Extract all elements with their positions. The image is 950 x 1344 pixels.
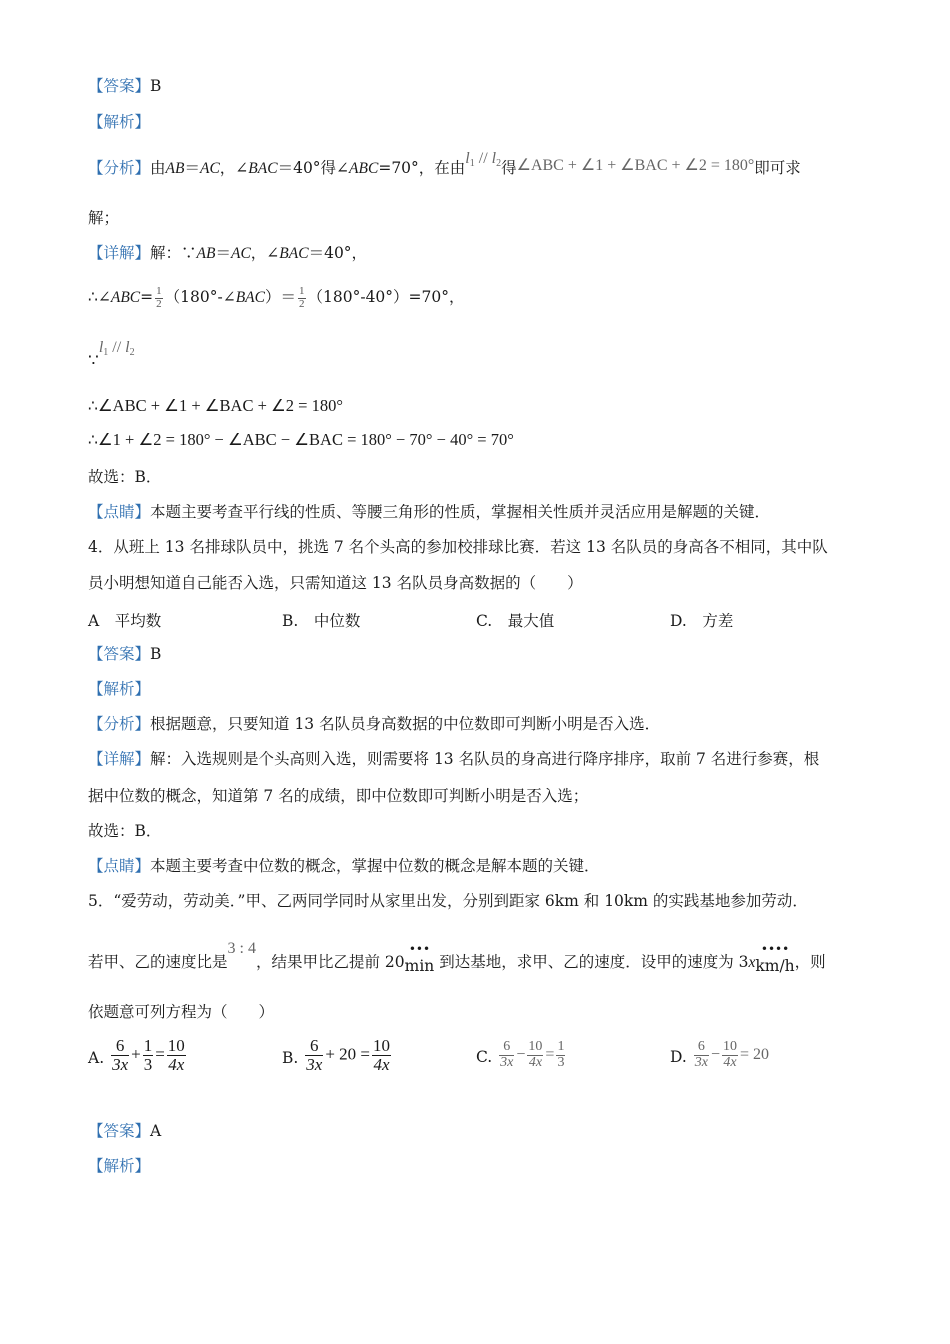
comment-text: 本题主要考查中位数的概念，掌握中位数的概念是解本题的关键． bbox=[150, 857, 600, 875]
frac-denominator: 4x bbox=[723, 1054, 737, 1070]
fraction bbox=[372, 1037, 391, 1074]
analysis-tag: 【解析】 bbox=[88, 680, 151, 698]
eq-sign: ＝ bbox=[184, 159, 200, 177]
paren-text: （180°-∠ bbox=[164, 288, 236, 307]
comment-tag: 【点睛】 bbox=[88, 857, 151, 875]
q3-detail-line bbox=[88, 243, 367, 264]
q5-option-c bbox=[476, 1040, 567, 1070]
option-text: 中位数 bbox=[313, 612, 361, 630]
option-letter: C. bbox=[476, 612, 493, 630]
q3-step-calc-line bbox=[88, 430, 514, 450]
subscript-1: 1 bbox=[469, 158, 475, 169]
subscript-2: 2 bbox=[129, 347, 135, 358]
answer-value: A bbox=[150, 1122, 162, 1140]
q4-analysis-heading bbox=[88, 679, 150, 699]
option-label: A. bbox=[88, 1049, 105, 1068]
angle-abc: ABC bbox=[110, 289, 141, 307]
q4-stem-line1: 4．从班上 13 名排球队员中，挑选 7 名个头高的参加校排球比赛．若这 13 名队员的身高各不相同，其中队 bbox=[88, 538, 828, 556]
q3-fenxi-line bbox=[88, 150, 801, 184]
frac-numerator: 1 bbox=[557, 1039, 565, 1054]
q4-fenxi-line bbox=[88, 714, 660, 734]
frac-denominator: 3x bbox=[306, 1054, 323, 1074]
eq-sign: ＝ bbox=[215, 244, 231, 262]
frac-numerator: 10 bbox=[373, 1036, 390, 1055]
half-fraction bbox=[155, 286, 163, 310]
l-letter: l bbox=[125, 339, 130, 356]
q3-analysis-heading bbox=[88, 112, 150, 132]
answer-tag: 【答案】 bbox=[88, 1122, 151, 1140]
equals: = 20 bbox=[740, 1046, 770, 1064]
l-letter: l bbox=[98, 339, 104, 356]
speed-ratio: 3 : 4 bbox=[227, 940, 256, 957]
fraction bbox=[694, 1040, 709, 1070]
answer-tag: 【答案】 bbox=[88, 77, 151, 95]
q4-comment-line bbox=[88, 856, 600, 876]
q4-option-b bbox=[282, 609, 360, 631]
angle-sym: ，∠ bbox=[219, 159, 249, 177]
therefore-angle: ∴∠ bbox=[88, 288, 111, 307]
q4-option-a bbox=[88, 609, 161, 631]
frac-denominator: 2 bbox=[156, 297, 162, 310]
operator: + bbox=[131, 1044, 141, 1064]
option-letter: A bbox=[88, 612, 100, 630]
detail-tag: 【详解】 bbox=[88, 750, 151, 768]
frac-numerator: 6 bbox=[115, 1036, 125, 1055]
fraction bbox=[143, 1037, 154, 1074]
seg-ac: AC bbox=[230, 245, 251, 262]
frac-denominator: 2 bbox=[299, 297, 305, 310]
q5-option-a bbox=[88, 1037, 188, 1074]
angle-sum-expr: ∠ABC + ∠1 + ∠BAC + ∠2 = 180° bbox=[516, 157, 755, 174]
q5-stem-line3: 依题意可列方程为（ ） bbox=[88, 1003, 275, 1021]
frac-numerator: 1 bbox=[143, 1036, 153, 1055]
frac-numerator: 10 bbox=[528, 1039, 543, 1054]
analysis-tag: 【解析】 bbox=[88, 113, 151, 131]
option-text: 最大值 bbox=[507, 612, 555, 630]
fraction bbox=[167, 1037, 186, 1074]
q3-because-line bbox=[88, 339, 135, 371]
half-fraction bbox=[298, 286, 306, 310]
paren-end: ）＝ bbox=[264, 288, 296, 307]
fraction bbox=[305, 1037, 323, 1074]
comment-text: 本题主要考查平行线的性质、等腰三角形的性质，掌握相关性质并灵活应用是解题的关键． bbox=[150, 503, 771, 521]
frac-numerator: 1 bbox=[156, 285, 162, 297]
option-label: D. bbox=[670, 1048, 687, 1067]
q5-stem-line2 bbox=[88, 940, 826, 975]
option-letter: D. bbox=[670, 612, 687, 630]
parallel-symbol: // bbox=[474, 150, 492, 167]
q4-detail-line2: 据中位数的概念，知道第 7 名的成绩，即中位数即可判断小明是否入选； bbox=[88, 787, 589, 805]
seg-ac: AC bbox=[199, 160, 220, 177]
q4-option-c bbox=[476, 609, 554, 631]
q5-answer-line bbox=[88, 1121, 161, 1141]
paren-text-2: （180°-40°）=70°， bbox=[307, 288, 465, 307]
frac-denominator: 3 bbox=[557, 1054, 565, 1070]
angle-sym: ，∠ bbox=[250, 244, 280, 262]
fenxi-text: 由 bbox=[150, 159, 166, 177]
because-symbol: ∵ bbox=[88, 351, 99, 371]
fraction bbox=[556, 1040, 565, 1070]
parallel-symbol: // bbox=[108, 339, 126, 356]
analysis-tag: 【解析】 bbox=[88, 1157, 151, 1175]
q3-abc-calc-line bbox=[88, 286, 465, 310]
detail-text: 解：∵ bbox=[150, 244, 197, 262]
option-label: C. bbox=[476, 1048, 493, 1067]
equals: = bbox=[545, 1046, 555, 1064]
frac-numerator: 6 bbox=[697, 1039, 705, 1054]
seg-ab: AB bbox=[196, 245, 216, 262]
parallel-expr bbox=[465, 150, 501, 167]
stem-text: ，则 bbox=[794, 953, 826, 971]
step-calc-expr: ∠1 + ∠2 = 180° − ∠ABC − ∠BAC = 180° − 70° − 40° = 70° bbox=[97, 430, 514, 449]
fenxi-tag: 【分析】 bbox=[88, 715, 151, 733]
q3-answer-line bbox=[88, 76, 161, 96]
frac-denominator: 3x bbox=[694, 1054, 708, 1070]
deg40-text: ＝40°， bbox=[308, 244, 368, 262]
answer-value: B bbox=[150, 645, 162, 663]
frac-numerator: 1 bbox=[299, 285, 305, 297]
fenxi-text: 根据题意，只要知道 13 名队员身高数据的中位数即可判断小明是否入选． bbox=[150, 715, 661, 733]
frac-numerator: 6 bbox=[503, 1039, 511, 1054]
subscript-2: 2 bbox=[496, 158, 502, 169]
frac-denominator: 3x bbox=[500, 1054, 514, 1070]
frac-numerator: 10 bbox=[723, 1039, 737, 1054]
fenxi-tag: 【分析】 bbox=[88, 159, 151, 177]
subscript-1: 1 bbox=[103, 347, 109, 358]
q5-option-d bbox=[670, 1040, 769, 1070]
equals: = bbox=[155, 1044, 165, 1064]
operator: − bbox=[516, 1046, 526, 1064]
frac-denominator: 3x bbox=[112, 1054, 129, 1074]
emphasis-dots: ••• bbox=[408, 942, 431, 956]
unit-kmh-text: km/h bbox=[755, 957, 795, 975]
frac-denominator: 4x bbox=[373, 1054, 390, 1074]
q4-answer-line bbox=[88, 644, 161, 664]
stem-text: ，结果甲比乙提前 20 bbox=[255, 953, 405, 971]
l-letter: l bbox=[465, 150, 470, 167]
operator: − bbox=[710, 1046, 720, 1064]
option-label: B. bbox=[282, 1049, 299, 1068]
detail-text: 解：入选规则是个头高则入选，则需要将 13 名队员的身高进行降序排序，取前 7 名进行参赛，根 bbox=[150, 750, 820, 768]
unit-min bbox=[404, 942, 435, 975]
q4-stem-line2: 员小明想知道自己能否入选，只需知道这 13 名队员身高数据的（ ） bbox=[88, 574, 583, 592]
operator: + 20 = bbox=[325, 1044, 370, 1064]
fraction bbox=[722, 1040, 738, 1070]
detail-tag: 【详解】 bbox=[88, 244, 151, 262]
comment-tag: 【点睛】 bbox=[88, 503, 151, 521]
step-sum-expr: ∠ABC + ∠1 + ∠BAC + ∠2 = 180° bbox=[97, 396, 343, 415]
q5-analysis-heading bbox=[88, 1156, 150, 1176]
frac-numerator: 6 bbox=[310, 1036, 319, 1055]
q4-option-d bbox=[670, 609, 733, 631]
q3-step-sum-line bbox=[88, 396, 343, 416]
therefore-symbol: ∴ bbox=[88, 397, 98, 415]
option-letter: B. bbox=[282, 612, 299, 630]
parallel-expr bbox=[99, 339, 135, 356]
q5-stem-line1: 5．“爱劳动，劳动美．”甲、乙两同学同时从家里出发，分别到距家 6km 和 10km 的实践基地参加劳动． bbox=[88, 892, 808, 910]
unit-min-text: min bbox=[404, 957, 435, 975]
unit-kmh bbox=[755, 942, 795, 975]
fraction bbox=[499, 1040, 514, 1070]
frac-denominator: 4x bbox=[168, 1054, 185, 1074]
frac-denominator: 4x bbox=[528, 1054, 543, 1070]
fraction bbox=[111, 1037, 129, 1074]
angle-bac: BAC bbox=[279, 245, 309, 262]
deg40-text: ＝40°得∠ bbox=[277, 159, 350, 177]
var-x: x bbox=[748, 954, 756, 971]
answer-tag: 【答案】 bbox=[88, 645, 151, 663]
angle-abc: ABC bbox=[349, 160, 379, 177]
frac-denominator: 3 bbox=[143, 1054, 153, 1074]
fenxi-end: 即可求 bbox=[754, 159, 801, 177]
deg70-text: =70°，在由 bbox=[378, 159, 466, 177]
angle-bac: BAC bbox=[248, 160, 278, 177]
fraction bbox=[527, 1040, 543, 1070]
de-text: 得 bbox=[501, 159, 517, 177]
q3-fenxi-line2: 解； bbox=[88, 209, 120, 227]
seg-ab: AB bbox=[165, 160, 185, 177]
answer-value: B bbox=[150, 77, 162, 95]
frac-numerator: 10 bbox=[167, 1036, 185, 1055]
therefore-symbol: ∴ bbox=[88, 431, 98, 449]
q4-choose-line: 故选：B． bbox=[88, 822, 162, 840]
l-letter: l bbox=[491, 150, 497, 167]
emphasis-dots: •••• bbox=[760, 942, 790, 956]
option-text: 平均数 bbox=[114, 612, 162, 630]
angle-bac: BAC bbox=[235, 289, 265, 307]
q4-detail-line1 bbox=[88, 749, 819, 769]
option-text: 方差 bbox=[702, 612, 734, 630]
q3-choose-line: 故选：B． bbox=[88, 468, 162, 486]
stem-text: 到达基地，求甲、乙的速度．设甲的速度为 3 bbox=[434, 953, 749, 971]
stem-text: 若甲、乙的速度比是 bbox=[88, 953, 228, 971]
q3-comment-line bbox=[88, 502, 770, 522]
eq-sign: = bbox=[140, 288, 154, 307]
q5-option-b bbox=[282, 1037, 393, 1074]
